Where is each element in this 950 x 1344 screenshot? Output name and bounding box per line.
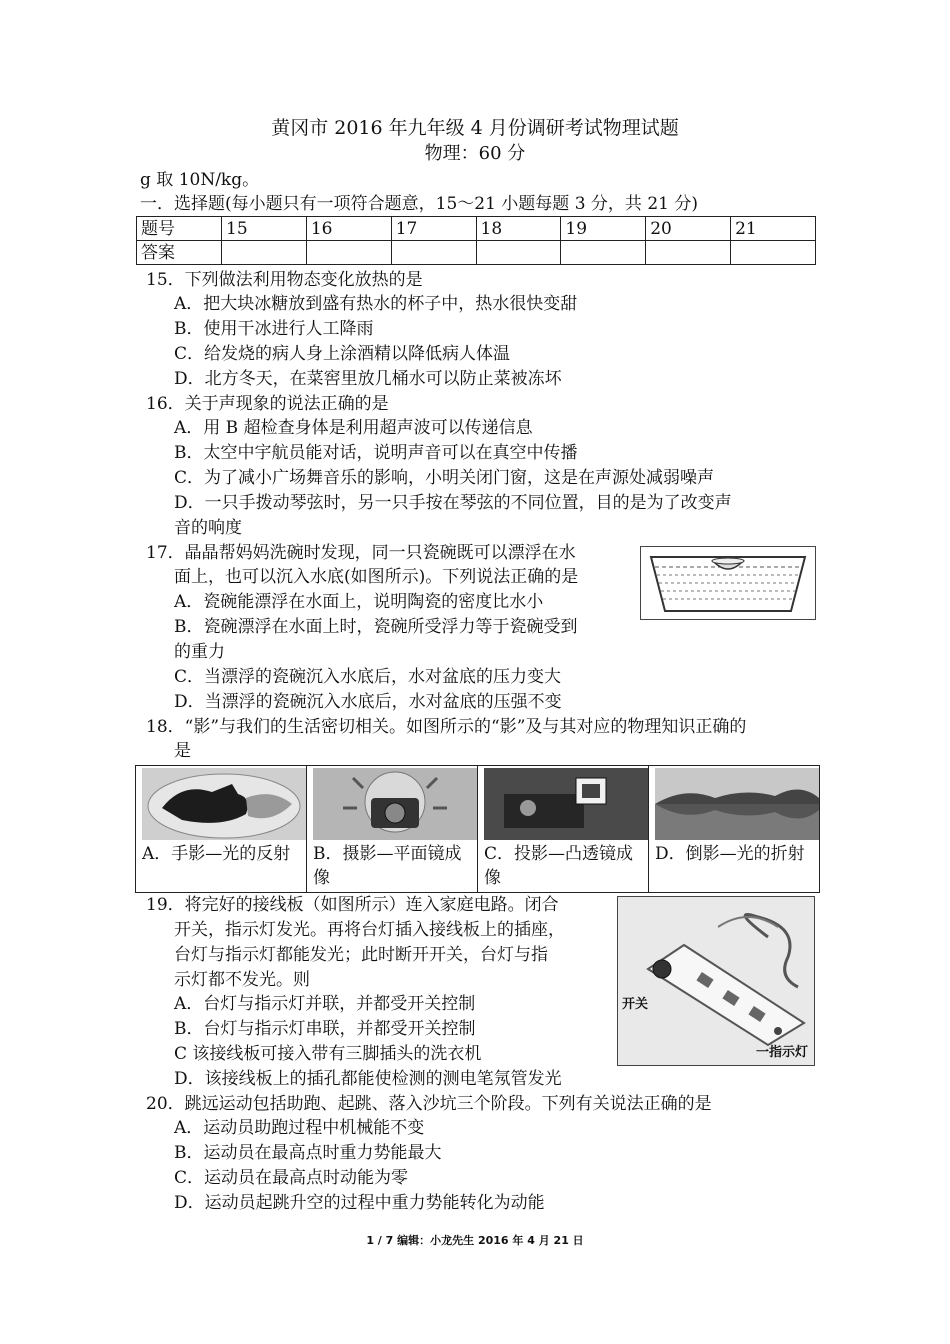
q19-option-b: B．台灯与指示灯串联，并都受开关控制: [174, 1019, 476, 1039]
answer-table-answer-row: [137, 241, 816, 265]
q18-stem-cont: 是: [174, 741, 191, 761]
power-strip-figure: [617, 896, 815, 1066]
q19-stem: 19．将完好的接线板（如图所示）连入家庭电路。闭合: [146, 895, 559, 915]
gravity-note: g 取 10N/kg。: [140, 170, 260, 190]
q19-stem-cont3: 示灯都不发光。则: [174, 970, 310, 990]
q17-option-a: A．瓷碗能漂浮在水面上，说明陶瓷的密度比水小: [174, 592, 544, 612]
table-cell: 题号: [137, 217, 222, 241]
shadow-options-table: [135, 765, 820, 893]
option-b-cell: [307, 766, 478, 893]
switch-label: 开关: [622, 997, 649, 1012]
q19-option-a: A．台灯与指示灯并联，并都受开关控制: [174, 994, 476, 1014]
table-cell: 18: [476, 217, 561, 241]
q15-stem: 15．下列做法利用物态变化放热的是: [146, 270, 423, 290]
q19-stem-cont2: 台灯与指示灯都能发光；此时断开开关，台灯与指: [174, 945, 548, 965]
q19-stem-cont1: 开关，指示灯发光。再将台灯插入接线板上的插座，: [174, 920, 565, 940]
projection-photo: [484, 768, 648, 840]
q15-option-c: C．给发烧的病人身上涂酒精以降低病人体温: [174, 344, 511, 364]
q20-stem: 20．跳远运动包括助跑、起跳、落入沙坑三个阶段。下列有关说法正确的是: [146, 1094, 712, 1114]
reflection-photo: [655, 768, 819, 840]
q20-option-a: A．运动员助跑过程中机械能不变: [174, 1118, 425, 1138]
q16-stem: 16．关于声现象的说法正确的是: [146, 394, 389, 414]
q17-option-d: D．当漂浮的瓷碗沉入水底后，水对盆底的压强不变: [174, 692, 562, 712]
table-cell: 答案: [137, 241, 222, 265]
q15-option-b: B．使用干冰进行人工降雨: [174, 319, 374, 339]
hand-shadow-photo: [142, 768, 306, 840]
option-b-caption: B．摄影—平面镜成像: [313, 844, 462, 888]
page-footer: 1 / 7 编辑：小龙先生 2016 年 4 月 21 日: [366, 1234, 584, 1247]
q16-option-d-cont: 音的响度: [174, 518, 242, 538]
answer-cell[interactable]: [561, 241, 646, 265]
option-c-caption: C．投影—凸透镜成像: [484, 844, 634, 888]
option-a-caption: A．手影—光的反射: [142, 844, 291, 864]
answer-cell[interactable]: [306, 241, 391, 265]
page-subtitle: 物理：60 分: [424, 143, 526, 164]
basin-with-bowl-icon: [641, 547, 815, 619]
table-cell: 15: [222, 217, 307, 241]
q20-option-d: D．运动员起跳升空的过程中重力势能转化为动能: [174, 1193, 545, 1213]
q16-option-c: C．为了减小广场舞音乐的影响，小明关闭门窗，这是在声源处减弱噪声: [174, 468, 715, 488]
answer-table-header-row: [137, 217, 816, 241]
lake-reflection-icon: [655, 768, 819, 840]
table-cell: 19: [561, 217, 646, 241]
option-c-cell: [478, 766, 649, 893]
q16-option-a: A．用 B 超检查身体是利用超声波可以传递信息: [174, 418, 533, 438]
q20-option-b: B．运动员在最高点时重力势能最大: [174, 1143, 442, 1163]
q19-option-c: C 该接线板可接入带有三脚插头的洗衣机: [174, 1044, 482, 1064]
table-cell: 20: [646, 217, 731, 241]
table-cell: 21: [731, 217, 816, 241]
answer-cell[interactable]: [646, 241, 731, 265]
option-a-cell: [136, 766, 307, 893]
camera-icon: [313, 768, 477, 840]
table-cell: 17: [391, 217, 476, 241]
q17-option-b: B．瓷碗漂浮在水面上时，瓷碗所受浮力等于瓷碗受到: [174, 617, 578, 637]
projector-icon: [484, 768, 648, 840]
table-cell: 16: [306, 217, 391, 241]
q19-option-d: D．该接线板上的插孔都能使检测的测电笔氖管发光: [174, 1069, 562, 1089]
indicator-light-label: 一指示灯: [756, 1045, 809, 1060]
bowl-figure: [640, 546, 816, 620]
q17-stem-cont: 面上，也可以沉入水底(如图所示)。下列说法正确的是: [174, 567, 579, 587]
page-title: 黄冈市 2016 年九年级 4 月份调研考试物理试题: [271, 117, 679, 139]
q20-option-c: C．运动员在最高点时动能为零: [174, 1168, 409, 1188]
q18-stem: 18．“影”与我们的生活密切相关。如图所示的“影”及与其对应的物理知识正确的: [146, 717, 747, 737]
q15-option-d: D．北方冬天，在菜窖里放几桶水可以防止菜被冻坏: [174, 369, 562, 389]
q16-option-d: D．一只手拨动琴弦时，另一只手按在琴弦的不同位置，目的是为了改变声: [174, 493, 732, 513]
answer-table: [136, 216, 816, 265]
q17-stem: 17．晶晶帮妈妈洗碗时发现，同一只瓷碗既可以漂浮在水: [146, 543, 576, 563]
q17-option-c: C．当漂浮的瓷碗沉入水底后，水对盆底的压力变大: [174, 667, 562, 687]
hand-shadow-icon: [142, 768, 306, 840]
photography-photo: [313, 768, 477, 840]
option-d-caption: D．倒影—光的折射: [655, 844, 805, 864]
q16-option-b: B．太空中宇航员能对话，说明声音可以在真空中传播: [174, 443, 578, 463]
power-strip-icon: [618, 897, 814, 1065]
answer-cell[interactable]: [476, 241, 561, 265]
answer-cell[interactable]: [391, 241, 476, 265]
answer-cell[interactable]: [222, 241, 307, 265]
section-heading: 一．选择题(每小题只有一项符合题意，15～21 小题每题 3 分，共 21 分): [140, 194, 698, 214]
q17-option-b-cont: 的重力: [174, 642, 225, 662]
q15-option-a: A．把大块冰糖放到盛有热水的杯子中，热水很快变甜: [174, 294, 578, 314]
answer-cell[interactable]: [731, 241, 816, 265]
option-d-cell: [649, 766, 820, 893]
